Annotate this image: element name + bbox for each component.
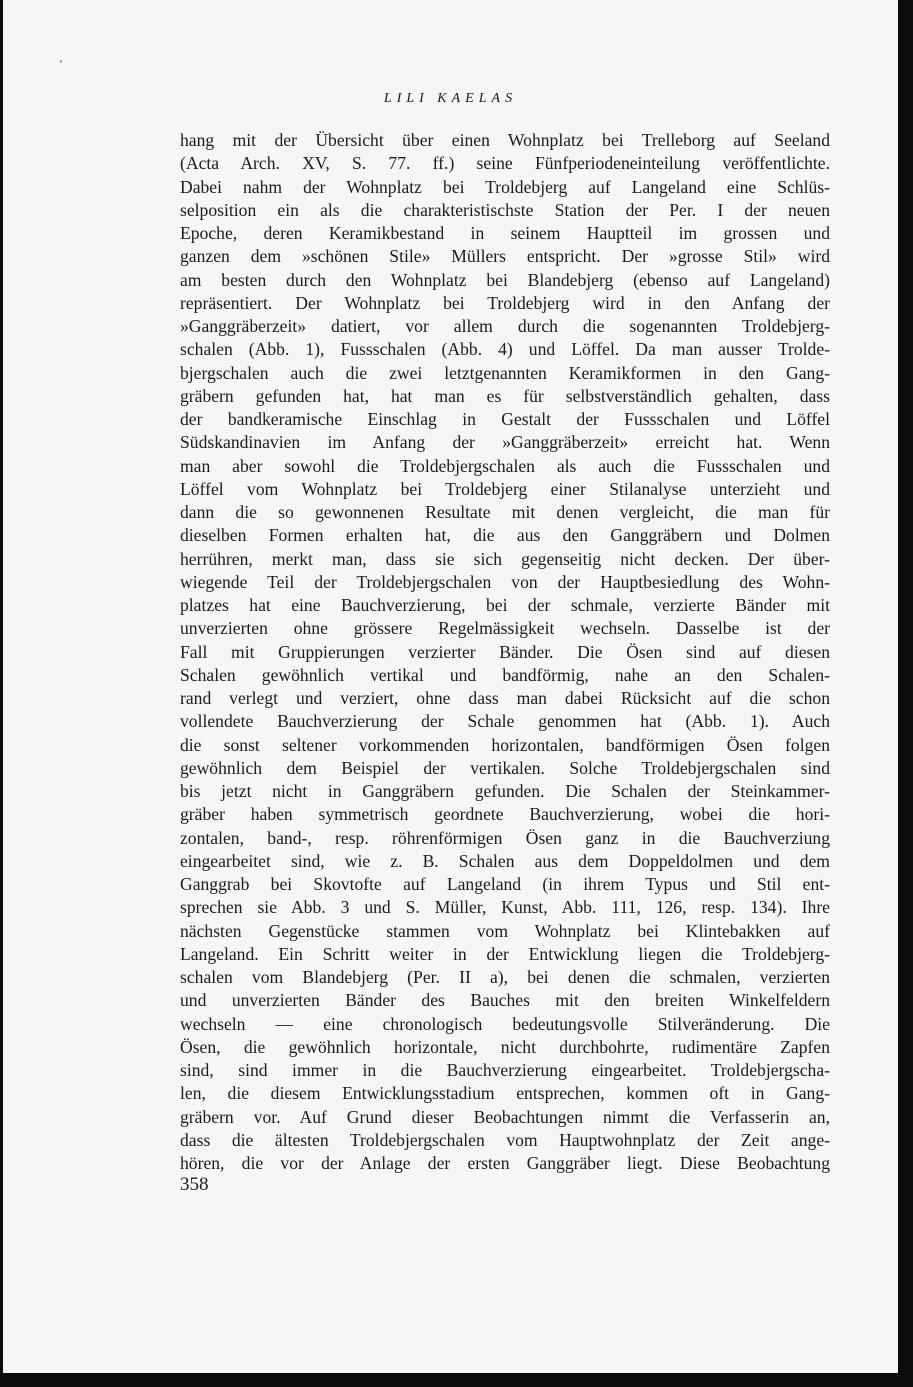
text-line: zontalen, band-, resp. röhrenförmigen Ösen ganz in die Bauchverziung — [180, 827, 830, 848]
text-line: schalen vom Blandebjerg (Per. II a), bei denen die schmalen, verzierten — [180, 967, 830, 987]
text-line: Ösen, die gewöhnlich horizontale, nicht durchbohrte, rudimentäre Zapfen — [180, 1036, 830, 1057]
text-line: (Acta Arch. XV, S. 77. ff.) seine Fünfperiodeneinteilung veröffentlichte. — [180, 153, 830, 174]
text-line: herrühren, merkt man, dass sie sich gegenseitig nicht decken. Der über- — [180, 548, 830, 569]
text-line: gräbern vor. Auf Grund dieser Beobachtungen nimmt die Verfasserin an, — [180, 1106, 830, 1127]
text-line: bjergschalen auch die zwei letztgenannten Keramikformen in den Gang- — [180, 362, 830, 383]
text-line: Langeland. Ein Schritt weiter in der Entwicklung liegen die Troldebjerg- — [180, 943, 830, 964]
text-line: dieselben Formen erhalten hat, die aus den Ganggräbern und Dolmen — [180, 525, 830, 546]
text-line: ganzen dem »schönen Stile» Müllers entspricht. Der »grosse Stil» wird — [180, 246, 830, 267]
text-line: gräber haben symmetrisch geordnete Bauchverzierung, wobei die hori- — [180, 804, 830, 825]
text-line: Schalen gewöhnlich vertikal und bandförmig, nahe an den Schalen- — [180, 664, 830, 685]
text-line: sind, sind immer in die Bauchverzierung eingearbeitet. Troldebjergscha- — [180, 1060, 830, 1080]
text-line: hören, die vor der Anlage der ersten Ganggräber liegt. Diese Beobachtung — [180, 1153, 830, 1173]
body-text — [180, 129, 830, 1175]
text-line: der bandkeramische Einschlag in Gestalt der Fussschalen und Löffel — [180, 409, 830, 429]
text-line: nächsten Gegenstücke stammen vom Wohnplatz bei Klintebakken auf — [180, 920, 830, 941]
text-line: Ganggrab bei Skovtofte auf Langeland (in ihrem Typus und Stil ent- — [180, 874, 830, 894]
paper-speck — [60, 60, 62, 63]
text-line: am besten durch den Wohnplatz bei Blandebjerg (ebenso auf Langeland) — [180, 269, 830, 290]
text-line: wiegende Teil der Troldebjergschalen von der Hauptbesiedlung des Wohn- — [180, 571, 830, 592]
text-line: Löffel vom Wohnplatz bei Troldebjerg einer Stilanalyse unterzieht und — [180, 478, 830, 499]
text-line: selposition ein als die charakteristischste Station der Per. I der neuen — [180, 199, 830, 220]
text-line: Südskandinavien im Anfang der »Ganggräberzeit» erreicht hat. Wenn — [180, 432, 830, 453]
text-line: wechseln — eine chronologisch bedeutungsvolle Stilveränderung. Die — [180, 1013, 830, 1034]
text-line: und unverzierten Bänder des Bauches mit den breiten Winkelfeldern — [180, 990, 830, 1011]
text-line: gräbern gefunden hat, hat man es für selbstverständlich gehalten, dass — [180, 385, 830, 406]
text-line: rand verlegt und verziert, ohne dass man dabei Rücksicht auf die schon — [180, 688, 830, 708]
text-line: dann die so gewonnenen Resultate mit denen vergleicht, die man für — [180, 502, 830, 522]
text-line: eingearbeitet sind, wie z. B. Schalen aus dem Doppeldolmen und dem — [180, 850, 830, 871]
text-line: Dabei nahm der Wohnplatz bei Troldebjerg auf Langeland eine Schlüs- — [180, 176, 830, 197]
text-line: »Ganggräberzeit» datiert, vor allem durch die sogenannten Troldebjerg- — [180, 316, 830, 336]
text-line: unverzierten ohne grössere Regelmässigkeit wechseln. Dasselbe ist der — [180, 618, 830, 639]
text-line: len, die diesem Entwicklungsstadium entsprechen, kommen oft in Gang- — [180, 1083, 830, 1104]
text-line: platzes hat eine Bauchverzierung, bei der schmale, verzierte Bänder mit — [180, 595, 830, 615]
text-line: sprechen sie Abb. 3 und S. Müller, Kunst, Abb. 111, 126, resp. 134). Ihre — [180, 897, 830, 918]
document-page — [3, 0, 898, 1373]
text-line: bis jetzt nicht in Ganggräbern gefunden. Die Schalen der Steinkammer- — [180, 781, 830, 801]
text-line: schalen (Abb. 1), Fussschalen (Abb. 4) und Löffel. Da man ausser Trolde- — [180, 339, 830, 360]
text-line: Epoche, deren Keramikbestand in seinem Hauptteil im grossen und — [180, 223, 830, 243]
text-line: die sonst seltener vorkommenden horizontalen, bandförmigen Ösen folgen — [180, 734, 830, 755]
text-line: man aber sowohl die Troldebjergschalen als auch die Fussschalen und — [180, 455, 830, 476]
running-head: LILI KAELAS — [383, 91, 518, 106]
page-number: 358 — [180, 1174, 209, 1195]
text-line: vollendete Bauchverzierung der Schale genommen hat (Abb. 1). Auch — [180, 711, 830, 732]
text-line: dass die ältesten Troldebjergschalen vom Hauptwohnplatz der Zeit ange- — [180, 1129, 830, 1150]
text-line: Fall mit Gruppierungen verzierter Bänder. Die Ösen sind auf diesen — [180, 641, 830, 662]
text-line: hang mit der Übersicht über einen Wohnplatz bei Trelleborg auf Seeland — [180, 130, 830, 150]
text-line: gewöhnlich dem Beispiel der vertikalen. Solche Troldebjergschalen sind — [180, 757, 830, 778]
text-line: repräsentiert. Der Wohnplatz bei Troldebjerg wird in den Anfang der — [180, 292, 830, 313]
